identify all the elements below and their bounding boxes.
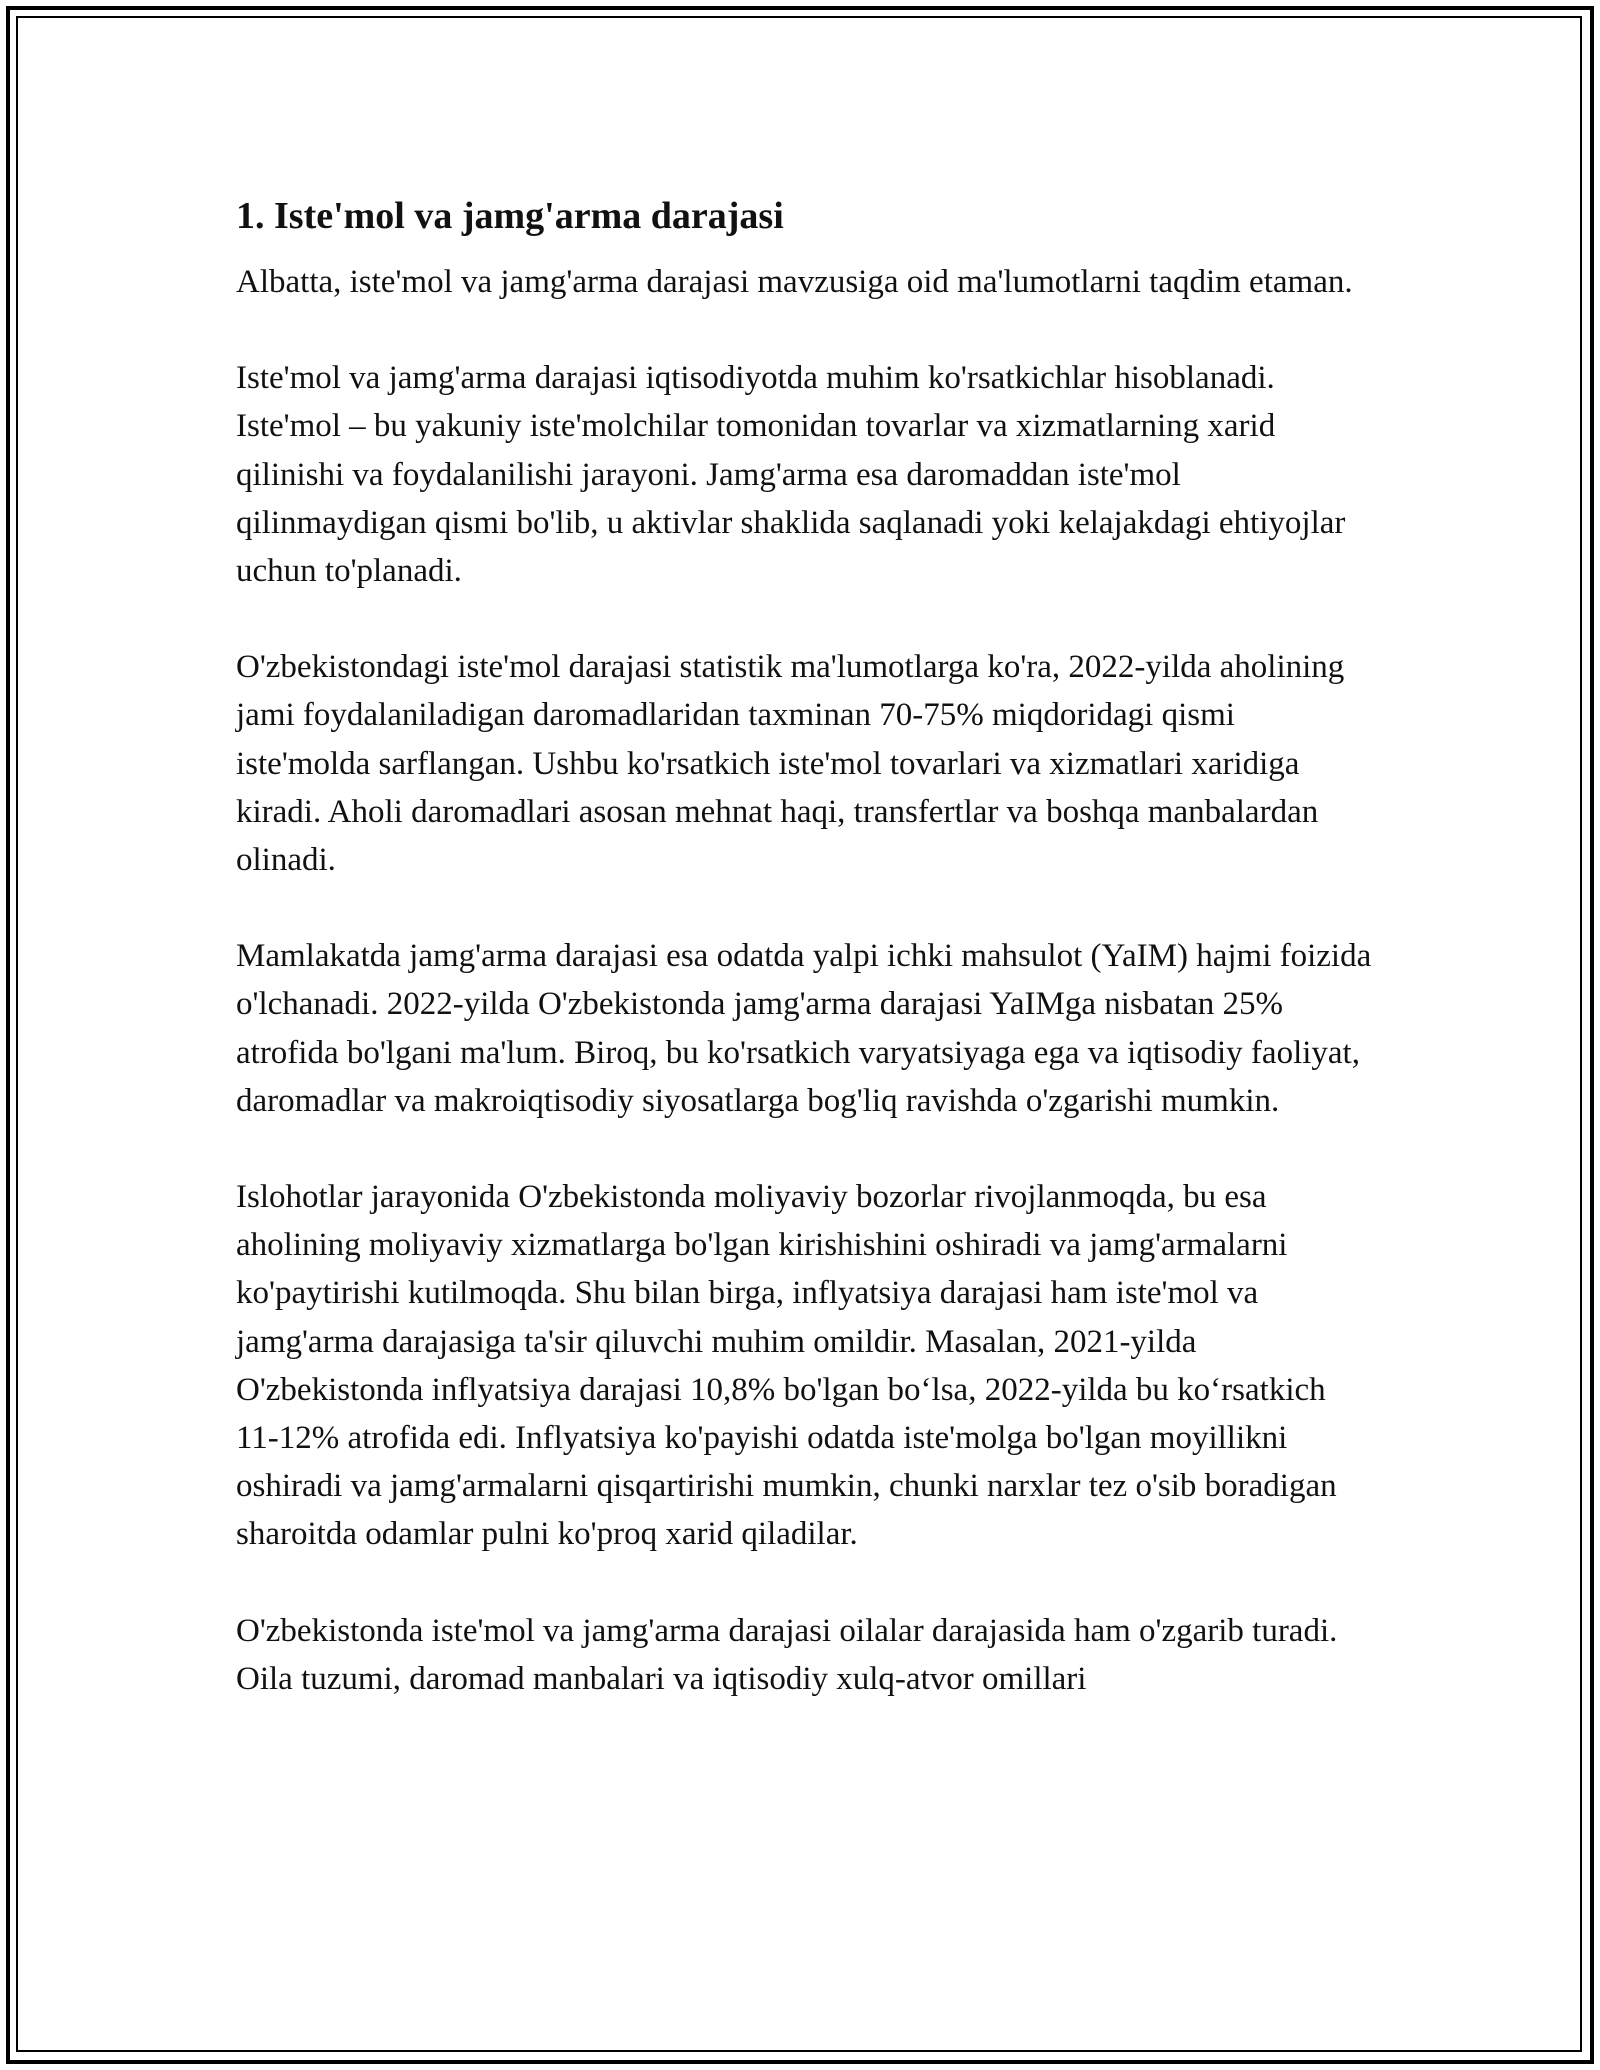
document-body <box>236 186 1376 1703</box>
section-heading: 1. Iste'mol va jamg'arma darajasi <box>236 195 784 237</box>
paragraph-households: O'zbekistonda iste'mol va jamg'arma darajasi oilalar darajasida ham o'zgarib turadi. Oila tuzumi, daromad manbalari va iqtisodiy xulq-atvor omillari <box>236 1612 1338 1697</box>
paragraph-intro: Albatta, iste'mol va jamg'arma darajasi mavzusiga oid ma'lumotlarni taqdim etaman. <box>236 264 1353 300</box>
paragraph-reforms-inflation: Islohotlar jarayonida O'zbekistonda moliyaviy bozorlar rivojlanmoqda, bu esa aholining moliyaviy xizmatlarga bo'lgan kirishishini oshiradi va jamg'armalarni ko'paytirishi kutilmoqda. Shu bilan birga, inflyatsiya darajasi ham iste'mol va jamg'arma darajasiga ta'sir qiluvchi muhim omildir. Masalan, 2021-yilda O'zbekistonda inflyatsiya darajasi 10,8% bo'lgan bo‘lsa, 2022-yilda bu ko‘rsatkich 11-12% atrofida edi. Inflyatsiya ko'payishi odatda iste'molga bo'lgan moyillikni oshiradi va jamg'armalarni qisqartirishi mumkin, chunki narxlar tez o'sib boradigan sharoitda odamlar pulni ko'proq xarid qiladilar. <box>236 1179 1337 1553</box>
paragraph-definition: Iste'mol va jamg'arma darajasi iqtisodiyotda muhim ko'rsatkichlar hisoblanadi. Iste'mol – bu yakuniy iste'molchilar tomonidan tovarlar va xizmatlarning xarid qilinishi va foydalanilishi jarayoni. Jamg'arma esa daromaddan iste'mol qilinmaydigan qismi bo'lib, u aktivlar shaklida saqlanadi yoki kelajakdagi ehtiyojlar uchun to'planadi. <box>236 360 1346 590</box>
paragraph-savings-level: Mamlakatda jamg'arma darajasi esa odatda yalpi ichki mahsulot (YaIM) hajmi foizida o'lchanadi. 2022-yilda O'zbekistonda jamg'arma darajasi YaIMga nisbatan 25% atrofida bo'lgani ma'lum. Biroq, bu ko'rsatkich varyatsiyaga ega va iqtisodiy faoliyat, daromadlar va makroiqtisodiy siyosatlarga bog'liq ravishda o'zgarishi mumkin. <box>236 938 1372 1119</box>
paragraph-consumption-level: O'zbekistondagi iste'mol darajasi statistik ma'lumotlarga ko'ra, 2022-yilda aholining jami foydalaniladigan daromadlaridan taxminan 70-75% miqdoridagi qismi iste'molda sarflangan. Ushbu ko'rsatkich iste'mol tovarlari va xizmatlari xaridiga kiradi. Aholi daromadlari asosan mehnat haqi, transfertlar va boshqa manbalardan olinadi. <box>236 649 1345 879</box>
